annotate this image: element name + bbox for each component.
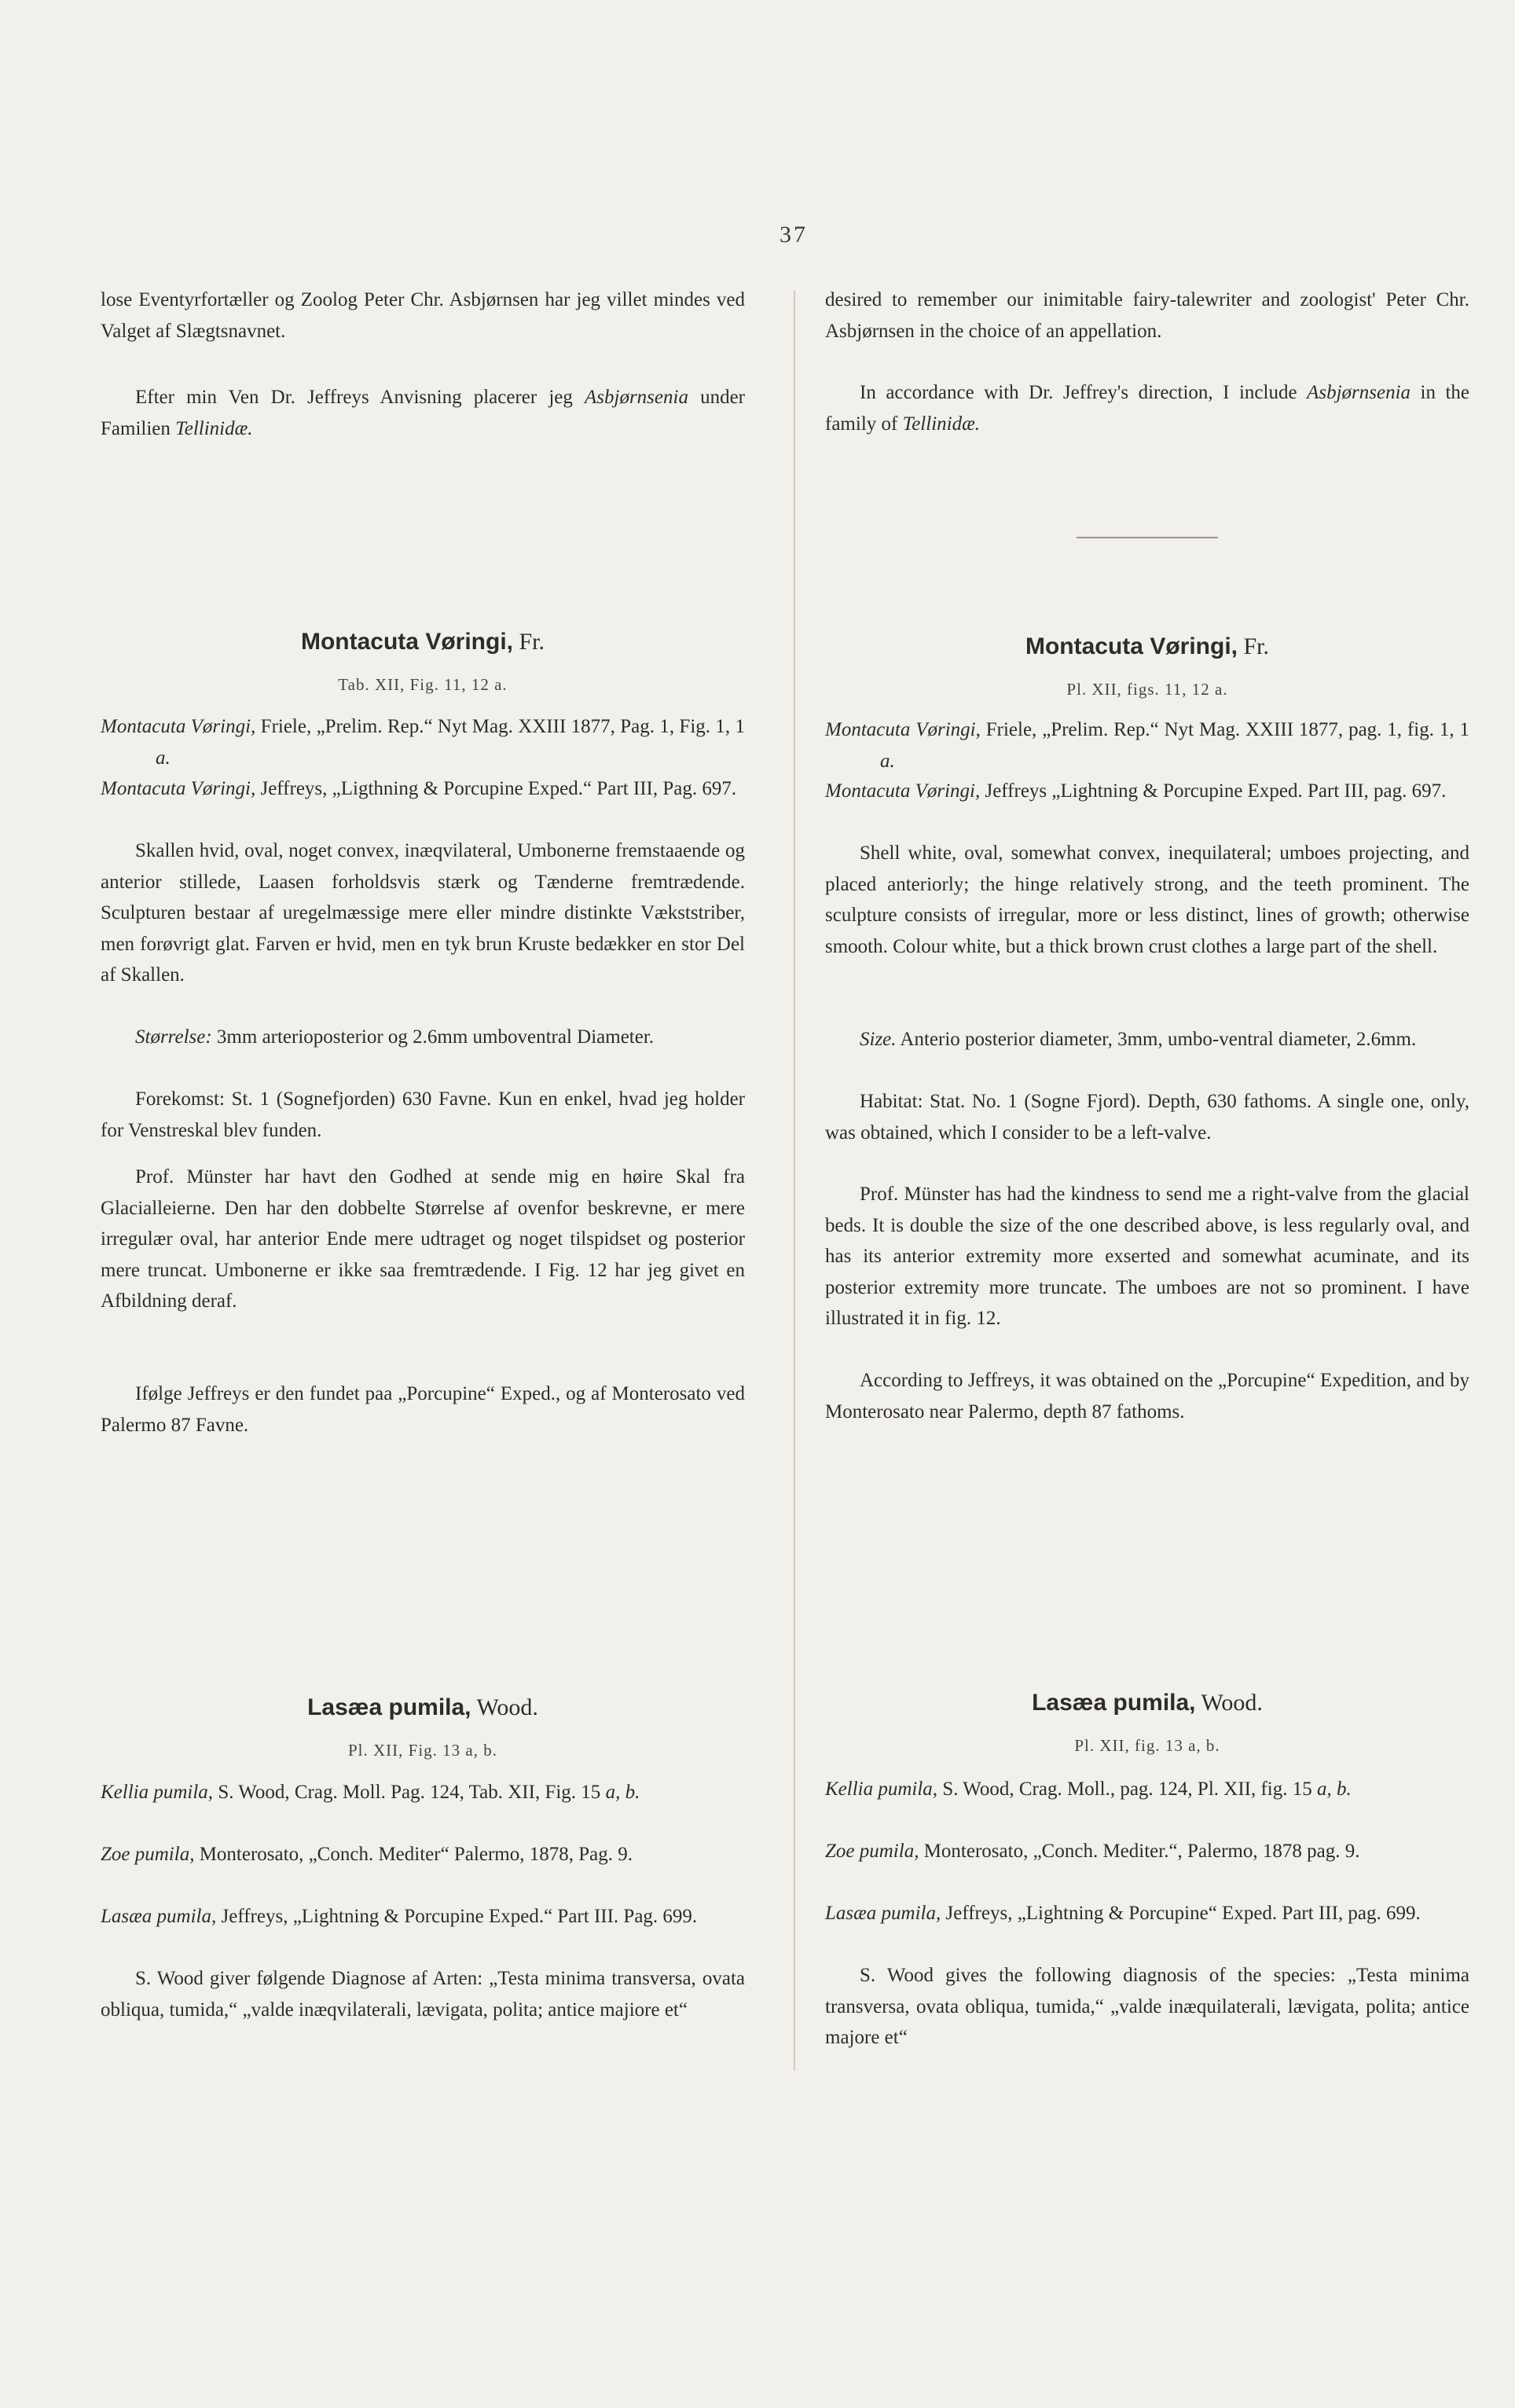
text-run: S. Wood gives the following diagnosis of the species: „Testa minima transversa, ovata obliqua, tumida,“ „valde inæquilaterali, lævigata, polita; antice majore et“ bbox=[825, 1965, 1469, 2048]
species-author: Wood. bbox=[471, 1694, 538, 1720]
text-run: Jeffreys, „Lightning & Porcupine Exped.“ Part III. Pag. 699. bbox=[216, 1906, 698, 1927]
text-run: Anterio posterior diameter, 3mm, umbo-ventral diameter, 2.6mm. bbox=[896, 1029, 1417, 1050]
italic-text: a, b. bbox=[1317, 1778, 1352, 1800]
italic-text: Lasæa pumila, bbox=[825, 1903, 941, 1924]
description-paragraph bbox=[101, 835, 745, 991]
italic-text: a. bbox=[156, 747, 171, 769]
danish-intro-para-2 bbox=[101, 382, 745, 444]
italic-text: Tellinidæ. bbox=[175, 417, 253, 439]
text-run: Jeffreys, „Lightning & Porcupine“ Exped. Part III, pag. 699. bbox=[941, 1903, 1421, 1924]
text-run: Prof. Münster har havt den Godhed at sende mig en høire Skal fra Glacialleierne. Den har den dobbelte Størrelse af ovenfor beskrevne, er mere irregulær oval, har anterior Ende mere udtraget og noget tilspidset og posterior mere truncat. Umbonerne er ikke saa fremtrædende. I Fig. 12 har jeg givet en Afbildning deraf. bbox=[101, 1166, 745, 1312]
text-run: Friele, „Prelim. Rep.“ Nyt Mag. XXIII 1877, Pag. 1, Fig. 1, 1 bbox=[255, 716, 745, 737]
species-author: Wood. bbox=[1195, 1690, 1263, 1716]
species-heading-lasaea bbox=[825, 1687, 1469, 1719]
description-paragraph bbox=[825, 1179, 1469, 1334]
danish-intro-para-1 bbox=[101, 284, 745, 347]
text-run: Efter min Ven Dr. Jeffreys Anvisning placerer jeg bbox=[135, 387, 585, 408]
italic-text: Asbjørnsenia bbox=[585, 387, 688, 408]
text-run: 3mm arterioposterior og 2.6mm umboventral Diameter. bbox=[211, 1026, 655, 1048]
species-name: Montacuta Vøringi, bbox=[300, 629, 513, 655]
synonymy-reference bbox=[825, 1898, 1469, 1929]
text-run: Jeffreys „Lightning & Porcupine Exped. Part III, pag. 697. bbox=[980, 780, 1447, 802]
italic-text: Zoe pumila, bbox=[101, 1844, 195, 1865]
description-paragraph bbox=[825, 838, 1469, 962]
text-run: Skallen hvid, oval, noget convex, inæqvilateral, Umbonerne fremstaaende og anterior stillede, Laasen forholdsvis stærk og Tænderne fremtrædende. Sculpturen bestaar af uregelmæssige mere eller mindre distinkte Vækststriber, men forøvrigt glat. Farven er hvid, men en tyk brun Kruste bedækker en stor Del af Skallen. bbox=[101, 840, 745, 986]
diagnosis-paragraph bbox=[101, 1963, 745, 2025]
page-number: 37 bbox=[780, 222, 808, 248]
italic-text: a, b. bbox=[605, 1782, 640, 1803]
plate-reference: Pl. XII, fig. 13 a, b. bbox=[1074, 1736, 1220, 1755]
plate-reference: Pl. XII, Fig. 13 a, b. bbox=[348, 1741, 497, 1760]
italic-text: Kellia pumila, bbox=[101, 1782, 214, 1803]
section-rule bbox=[1077, 537, 1218, 538]
species-author: Fr. bbox=[1237, 633, 1270, 659]
italic-text: Asbjørnsenia bbox=[1307, 382, 1411, 403]
locality-paragraph bbox=[825, 1086, 1469, 1148]
text-run: desired to remember our inimitable fairy-talewriter and zoologist' Peter Chr. Asbjørnsen in the choice of an appellation. bbox=[825, 289, 1469, 342]
danish-column bbox=[101, 0, 745, 2408]
synonymy-reference bbox=[825, 1774, 1469, 1805]
species-name: Montacuta Vøringi, bbox=[1025, 633, 1238, 659]
italic-text: a. bbox=[880, 750, 895, 772]
plate-reference: Tab. XII, Fig. 11, 12 a. bbox=[338, 675, 508, 694]
text-run: In accordance with Dr. Jeffrey's direction, I include bbox=[860, 382, 1308, 403]
text-run: under Familien bbox=[101, 387, 745, 439]
italic-text: Lasæa pumila, bbox=[101, 1906, 217, 1927]
italic-text: Size. bbox=[860, 1029, 897, 1050]
english-intro-para-2 bbox=[825, 377, 1469, 439]
species-author: Fr. bbox=[512, 629, 545, 655]
size-paragraph bbox=[825, 1024, 1469, 1055]
synonymy-reference bbox=[825, 1836, 1469, 1867]
synonymy-reference bbox=[825, 776, 1469, 807]
locality-paragraph bbox=[101, 1084, 745, 1146]
text-run: Forekomst: St. 1 (Sognefjorden) 630 Favne. Kun en enkel, hvad jeg holder for Venstreskal blev funden. bbox=[101, 1088, 745, 1141]
text-run: S. Wood giver følgende Diagnose af Arten: „Testa minima transversa, ovata obliqua, tumida,“ „valde inæqvilaterali, lævigata, polita; antice majiore et“ bbox=[101, 1968, 745, 2021]
species-name: Lasæa pumila, bbox=[307, 1694, 471, 1720]
synonymy-reference bbox=[101, 1901, 745, 1933]
italic-text: Størrelse: bbox=[135, 1026, 212, 1048]
italic-text: Montacuta Vøringi, bbox=[825, 719, 981, 740]
text-run: lose Eventyrfortæller og Zoolog Peter Chr. Asbjørnsen har jeg villet mindes ved Valget af Slægtsnavnet. bbox=[101, 289, 745, 342]
text-run: S. Wood, Crag. Moll. Pag. 124, Tab. XII, Fig. 15 bbox=[213, 1782, 606, 1803]
text-run: in the family of bbox=[825, 382, 1469, 435]
italic-text: Montacuta Vøringi, bbox=[101, 778, 256, 799]
synonymy-reference bbox=[101, 773, 745, 805]
synonymy-reference bbox=[101, 1777, 745, 1808]
text-run: Monterosato, „Conch. Mediter.“, Palermo, 1878 pag. 9. bbox=[919, 1841, 1360, 1862]
species-name: Lasæa pumila, bbox=[1032, 1690, 1196, 1716]
synonymy-reference bbox=[101, 1839, 745, 1870]
plate-reference: Pl. XII, figs. 11, 12 a. bbox=[1066, 680, 1228, 699]
text-run: Ifølge Jeffreys er den fundet paa „Porcupine“ Exped., og af Monterosato ved Palermo 87 Favne. bbox=[101, 1383, 745, 1436]
distribution-paragraph bbox=[101, 1378, 745, 1441]
size-paragraph bbox=[101, 1022, 745, 1053]
synonymy-reference bbox=[825, 714, 1469, 776]
species-heading-montacuta bbox=[825, 631, 1469, 663]
italic-text: Montacuta Vøringi, bbox=[825, 780, 981, 802]
species-heading-montacuta bbox=[101, 626, 745, 658]
italic-text: Kellia pumila, bbox=[825, 1778, 938, 1800]
english-intro-para-1 bbox=[825, 284, 1469, 347]
column-divider bbox=[794, 291, 795, 2071]
english-column bbox=[825, 0, 1469, 2408]
species-heading-lasaea bbox=[101, 1692, 745, 1723]
description-paragraph bbox=[101, 1162, 745, 1317]
text-run: According to Jeffreys, it was obtained on the „Porcupine“ Expedition, and by Monterosato near Palermo, depth 87 fathoms. bbox=[825, 1370, 1469, 1422]
text-run: S. Wood, Crag. Moll., pag. 124, Pl. XII, fig. 15 bbox=[937, 1778, 1317, 1800]
distribution-paragraph bbox=[825, 1365, 1469, 1427]
text-run: Friele, „Prelim. Rep.“ Nyt Mag. XXIII 1877, pag. 1, fig. 1, 1 bbox=[980, 719, 1469, 740]
text-run: Shell white, oval, somewhat convex, inequilateral; umboes projecting, and placed anteriorly; the hinge relatively strong, and the teeth prominent. The sculpture consists of irregular, more or less distinct, lines of growth; otherwise smooth. Colour white, but a thick brown crust clothes a large part of the shell. bbox=[825, 842, 1469, 957]
italic-text: Montacuta Vøringi, bbox=[101, 716, 256, 737]
text-run: Habitat: Stat. No. 1 (Sogne Fjord). Depth, 630 fathoms. A single one, only, was obtained, which I consider to be a left-valve. bbox=[825, 1091, 1469, 1143]
text-run: Monterosato, „Conch. Mediter“ Palermo, 1878, Pag. 9. bbox=[194, 1844, 633, 1865]
italic-text: Zoe pumila, bbox=[825, 1841, 919, 1862]
synonymy-reference bbox=[101, 711, 745, 773]
text-run: Prof. Münster has had the kindness to send me a right-valve from the glacial beds. It is double the size of the one described above, is less regularly oval, and has its anterior extremity more exserted and somewhat acuminate, and its posterior extremity more truncate. The umboes are not so prominent. I have illustrated it in fig. 12. bbox=[825, 1184, 1469, 1329]
diagnosis-paragraph bbox=[825, 1960, 1469, 2054]
text-run: Jeffreys, „Ligthning & Porcupine Exped.“ Part III, Pag. 697. bbox=[255, 778, 737, 799]
italic-text: Tellinidæ. bbox=[902, 413, 981, 435]
